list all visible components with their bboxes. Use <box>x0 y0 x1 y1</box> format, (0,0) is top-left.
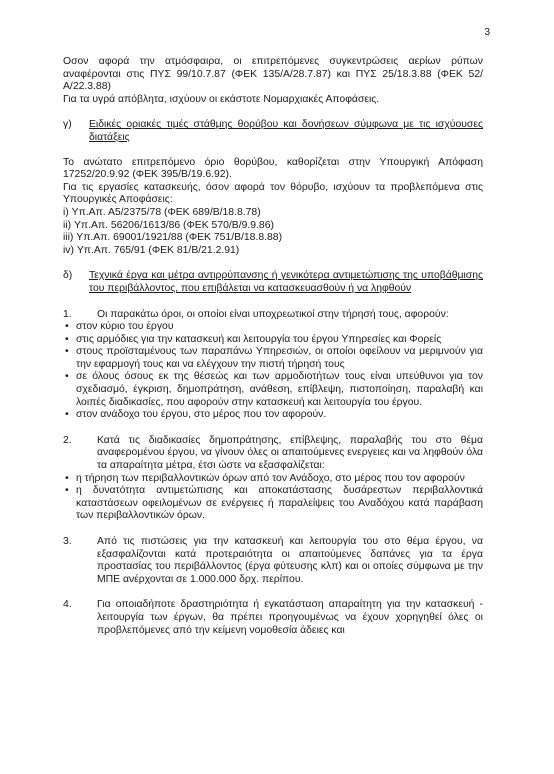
decision-item: iii) Υπ.Απ. 69001/1921/88 (ΦΕΚ 751/Β/18.8.88) <box>63 232 283 244</box>
decision-item: iv) Υπ.Απ. 765/91 (ΦΕΚ 81/Β/21.2.91) <box>63 244 240 256</box>
item-text: Από τις πιστώσεις για την κατασκευή και λειτουργία του στο θέμα έργου, να εξασφαλίζονται κατά προτεραιότητα οι απαιτούμενες δαπάνες για τα έργα προστασίας του περιβάλλοντος (έργα φύτευσης κλπ) και οι οποίες σύμφωνα με την ΜΠΕ ανέρχονται σε 1.000.000 δρχ. περίπου. <box>97 536 483 585</box>
section-d-title: Τεχνικά έργα και μέτρα αντιρρύπανσης ή γενικότερα αντιμετώπισης της υποβάθμισης του περιβάλλοντος, που επιβάλεται να κατασκευασθούν ή να ληφθούν <box>89 270 483 294</box>
bullet-item: • η δυνατότητα αντιμετώπισης και αποκατάστασης δυσάρεστων περιβαλλοντικά καταστάσεων οφειλομένων σε ενέργειες ή παραλείψεις του Αναδόχου κατά παράβαση των περιβαλλοντικών όρων. <box>63 485 483 523</box>
bullet-item: • στον κύριο του έργου <box>63 321 483 334</box>
decision-list <box>63 207 483 257</box>
numbered-item-3 <box>63 536 483 586</box>
section-g-paragraph-limit: Το ανώτατο επιτρεπόμενο όριο θορύβου, καθορίζεται στην Υπουργική Απόφαση 17252/20.9.92 (ΦΕΚ 395/Β/19.6.92). <box>63 156 483 181</box>
numbered-item-2 <box>63 435 483 473</box>
item-text: Για οποιαδήποτε δραστηριότητα ή εγκατάσταση απαραίτητη για την κατασκευή - λειτουργία των έργων, θα πρέπει προηγουμένως να έχουν χορηγηθεί όλες οι προβλεπόμενες από την κείμενη νομοθεσία άδειες και <box>97 599 483 636</box>
section-g-label: γ) <box>63 119 72 131</box>
numbered-item-4 <box>63 599 483 637</box>
item-text: Κατά τις διαδικασίες δημοπράτησης, επίβλεψης, παραλαβής του στο θέμα αναφερομένου έργου, να γίνουν όλες οι απαιτούμενες ενεργειες και να ληφθούν όλα τα απαραίτητα μέτρα, έτσι ώστε να εξασφαλίζεται: <box>97 434 483 472</box>
item-number: 1. <box>63 308 72 320</box>
section-g-paragraph-construction: Για τις εργασίες κατασκευής, όσον αφορά τον θόρυβο, ισχύουν τα προβλεπόμενα στις Υπουργικές Αποφάσεις: <box>63 181 483 206</box>
item-number: 3. <box>63 536 72 547</box>
item-text: Οι παρακάτω όροι, οι οποίοι είναι υποχρεωτικοί στην τήρησή τους, αφορούν: <box>97 308 449 320</box>
bullet-item: • η τήρηση των περιβαλλοντικών όρων από τον Ανάδοχο, στο μέρος που τον αφορούν <box>63 473 483 486</box>
intro-paragraph-atmosphere: Οσον αφορά την ατμόσφαιρα, οι επιτρεπόμενες συγκεντρώσεις αερίων ρύπων αναφέρονται στις ΠΥΣ 99/10.7.87 (ΦΕΚ 135/Α/28.7.87) και ΠΥΣ 25/18.3.88 (ΦΕΚ 52/Α/22.3.88) <box>63 56 483 93</box>
bullet-item: • σε όλους όσους εκ της θέσεώς και των αρμοδιοτήτων τους είναι υπεύθυνοι για τον σχεδιασμό, έγκριση, δημοπράτηση, ανάθεση, επίβλεψη, πιστοποίηση, παραλαβή και λοιπές διαδικασίες, που αφορούν στην κατασκευή και λειτουργία του έργου. <box>63 371 483 409</box>
section-g-heading <box>63 119 483 144</box>
document-body <box>63 56 483 637</box>
intro-paragraph-liquid-waste: Για τα υγρά απόβλητα, ισχύουν οι εκάστοτε Νομαρχιακές Αποφάσεις. <box>63 93 380 105</box>
section-d-heading <box>63 270 483 295</box>
item-1-bullets <box>63 321 483 422</box>
decision-item: i) Υπ.Απ. Α5/2375/78 (ΦΕΚ 689/Β/18.8.78) <box>63 206 261 218</box>
section-d-label: δ) <box>63 270 73 282</box>
item-2-bullets <box>63 473 483 523</box>
bullet-item: • στους προϊσταμένους των παραπάνω Υπηρεσιών, οι οποίοι οφείλουν να μεριμνούν για την εφαρμογή τους και να ελέγχουν την πιστή τήρησή τους <box>63 346 483 371</box>
bullet-item: • στον ανάδοχο του έργου, στο μέρος που τον αφορούν. <box>63 409 483 422</box>
numbered-item-1 <box>63 309 483 322</box>
bullet-item: • στις αρμόδιες για την κατασκευή και λειτουργία του έργου Υπηρεσίες και Φορείς <box>63 334 483 347</box>
item-number: 2. <box>63 434 72 446</box>
section-g-title: Ειδικές οριακές τιμές στάθμης θορύβου και δονήσεων σύμφωνα με τις ισχύουσες διατάξεις <box>89 119 483 143</box>
page-number: 3 <box>484 27 490 38</box>
item-number: 4. <box>63 599 72 611</box>
decision-item: ii) Υπ.Απ. 56206/1613/86 (ΦΕΚ 570/Β/9.9.86) <box>63 219 274 231</box>
